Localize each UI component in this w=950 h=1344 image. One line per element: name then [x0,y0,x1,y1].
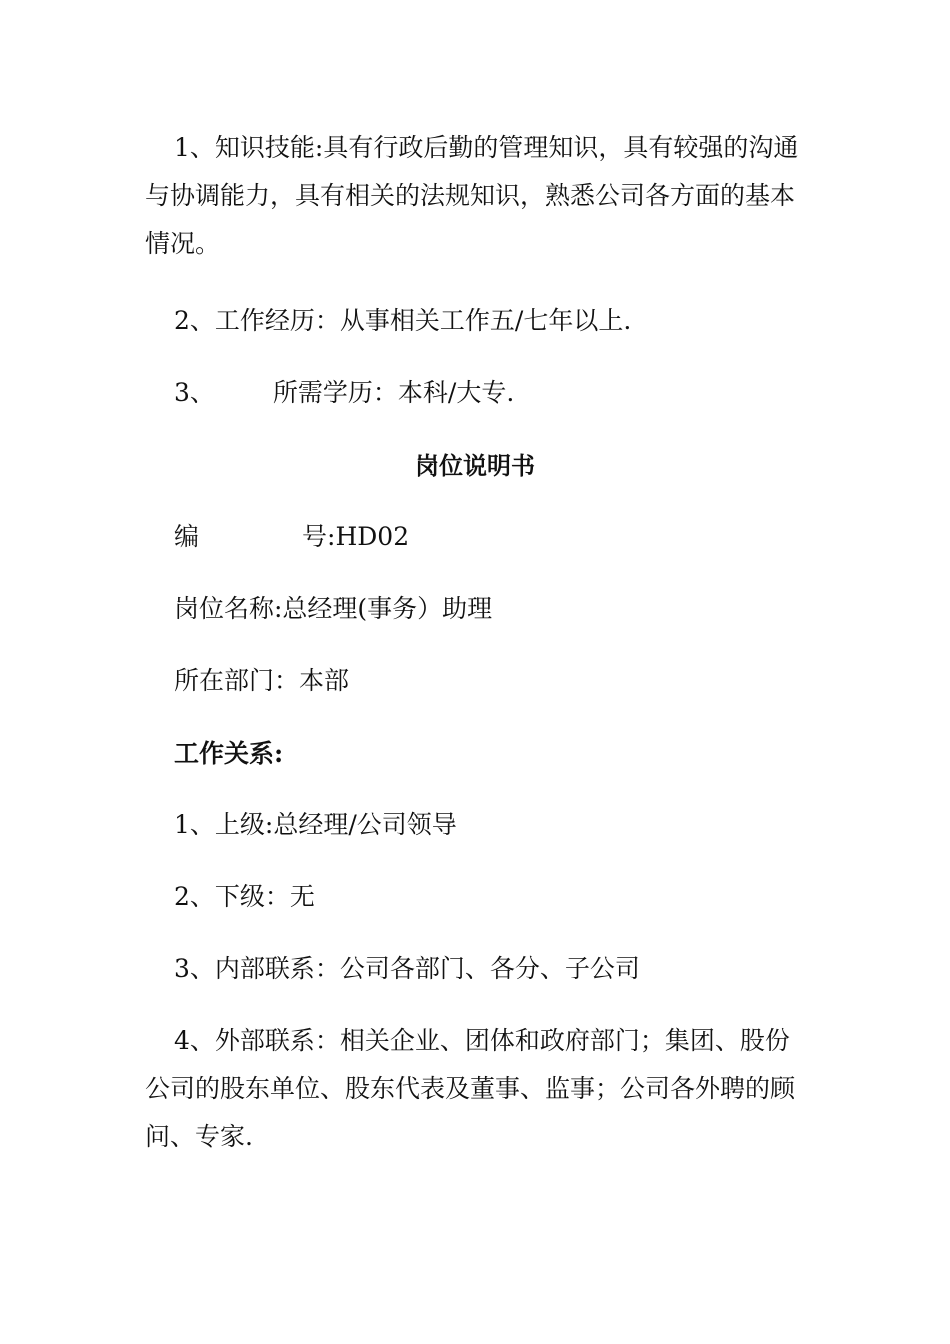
requirement-education-text: 所需学历：本科/大专. [272,378,515,407]
requirement-education [145,369,805,417]
relation-superior: 1、上级:总经理/公司领导 [174,810,457,839]
field-code [145,513,805,561]
section-title-work-relations: 工作关系: [174,739,284,768]
requirement-knowledge-skills: 1、知识技能:具有行政后勤的管理知识，具有较强的沟通与协调能力，具有相关的法规知识，熟悉公司各方面的基本情况。 [145,133,799,258]
relation-subordinate: 2、下级：无 [174,882,315,911]
field-code-label-a: 编 [174,522,200,551]
field-code-label-b: 号:HD02 [302,522,410,551]
requirement-education-number: 3、 [174,378,215,407]
relation-external: 4、外部联系：相关企业、团体和政府部门；集团、股份公司的股东单位、股东代表及董事、监事；公司各外聘的顾问、专家. [145,1026,796,1151]
relation-internal: 3、内部联系：公司各部门、各分、子公司 [174,954,640,983]
requirement-work-experience: 2、工作经历：从事相关工作五/七年以上. [174,306,632,335]
field-position-name: 岗位名称:总经理(事务）助理 [174,594,493,623]
document-title: 岗位说明书 [415,451,535,480]
field-department: 所在部门：本部 [174,666,350,695]
